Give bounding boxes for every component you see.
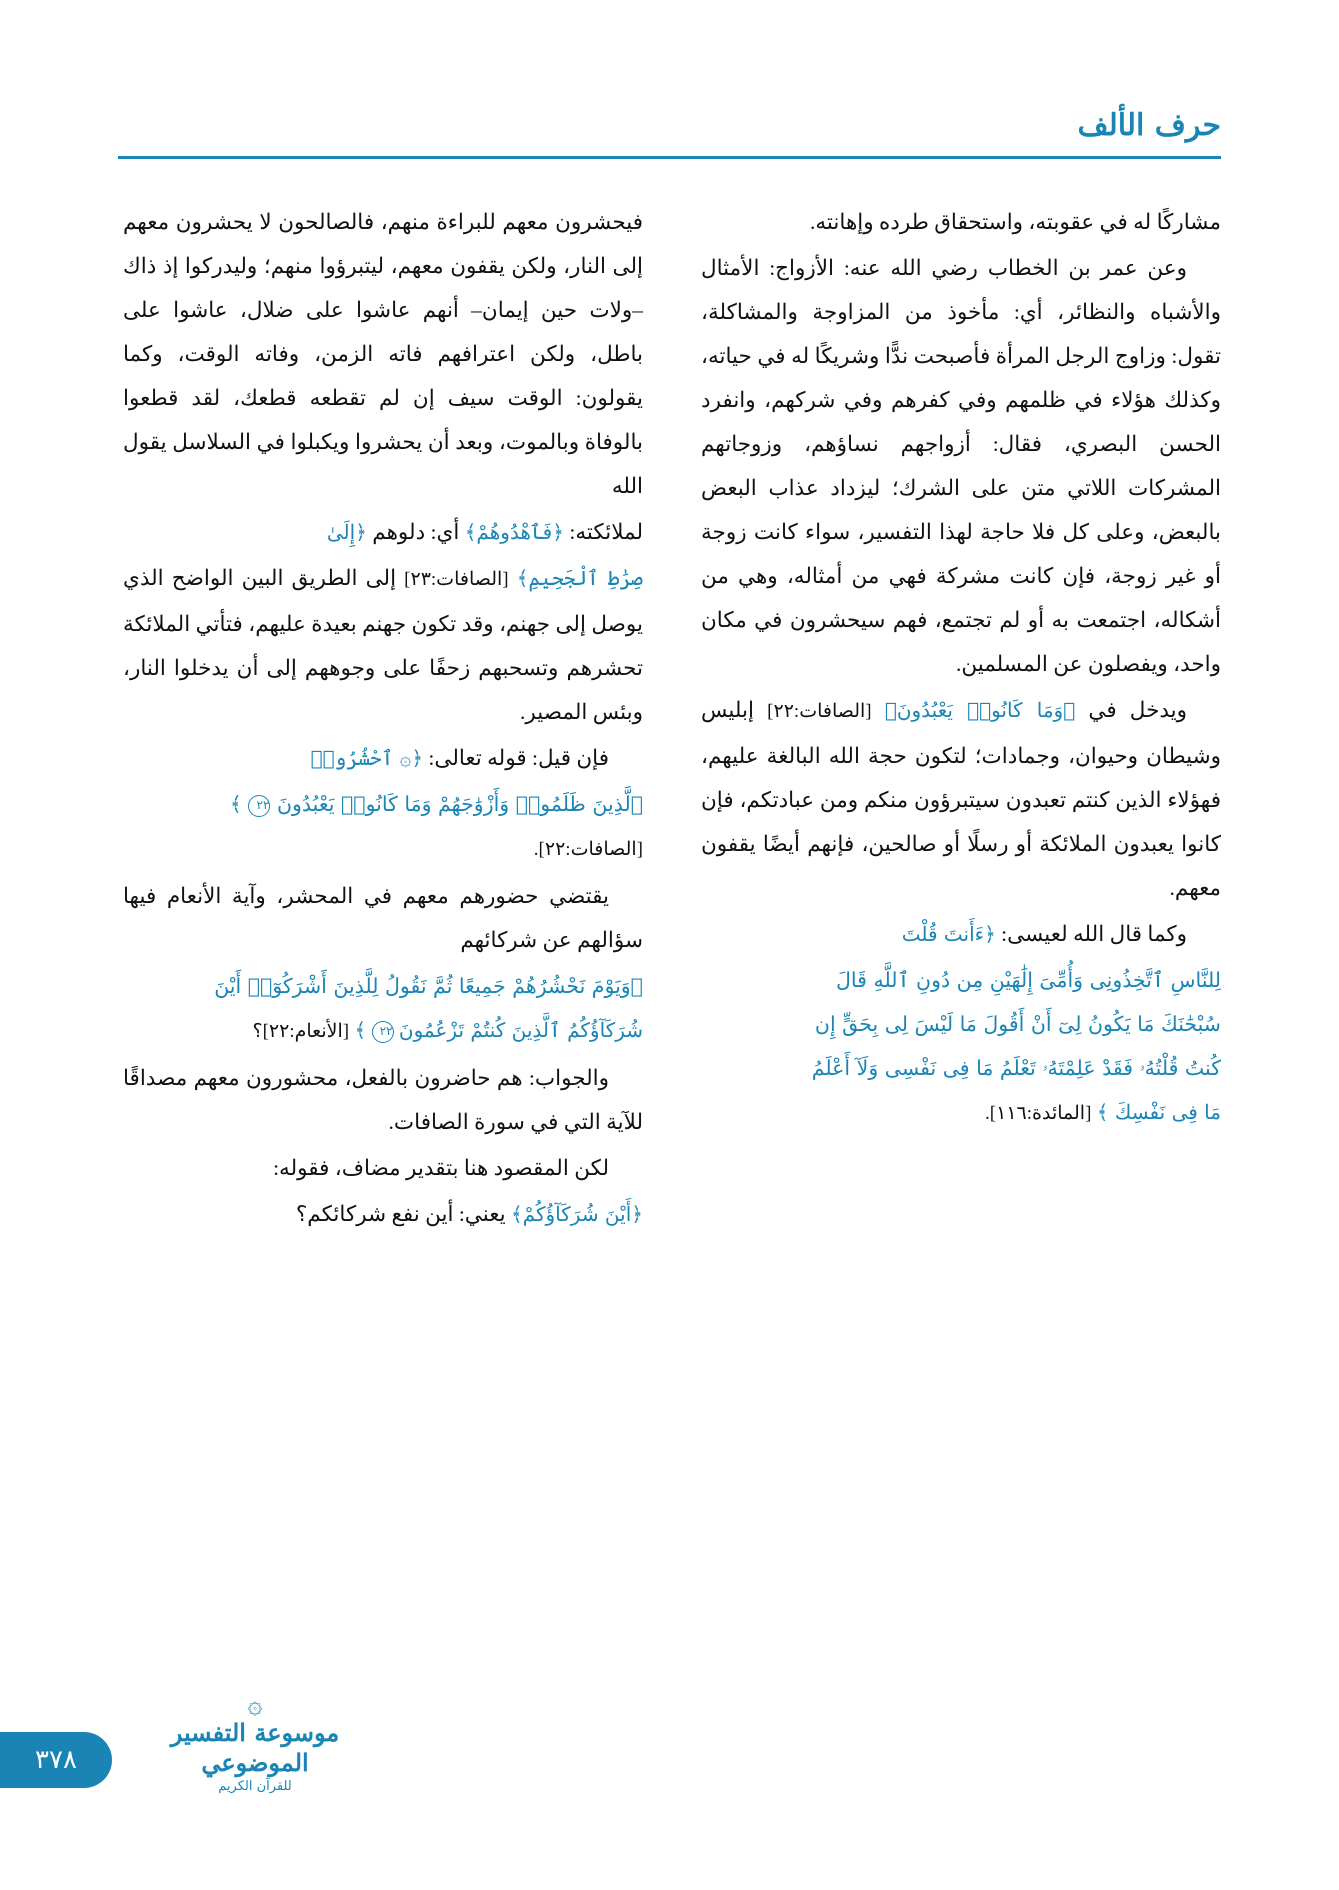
ayah-number: ٢٢ <box>372 1021 394 1043</box>
column-left <box>123 200 643 1680</box>
paragraph-with-verse <box>123 736 643 780</box>
quran-verse-line: ﴿۞ ٱحْشُرُوا۟ <box>310 746 424 770</box>
quran-verse: ﴿إِلَىٰ <box>326 520 367 544</box>
quran-verse-line: ﴿وَيَوْمَ نَحْشُرُهُمْ جَمِيعًا ثُمَّ نَقُولُ لِلَّذِينَ أَشْرَكُوٓا۟ أَيْنَ <box>214 974 643 998</box>
verse-reference: [الأنعام:٢٢]؟ <box>252 1021 350 1042</box>
ayah-number: ٢٢ <box>248 795 270 817</box>
verse-reference: [الصافات:٢٢] <box>767 701 872 722</box>
quran-verse-line-with-ayah-number <box>123 782 643 826</box>
verse-close-bracket: ﴾ <box>229 792 242 816</box>
quran-verse-line: لِلنَّاسِ ٱتَّخِذُونِى وَأُمِّىَ إِلَٰهَيْنِ مِن دُونِ ٱللَّهِ قَالَ <box>836 968 1221 992</box>
paragraph: والجواب: هم حاضرون بالفعل، محشورون معهم مصداقًا للآية التي في سورة الصافات. <box>123 1066 643 1134</box>
verse-lead-text: ويدخل في <box>1088 698 1188 722</box>
paragraph-with-verse <box>123 556 643 734</box>
text-columns <box>118 200 1221 1680</box>
verse-reference: [الصافات:٢٣] <box>404 569 509 590</box>
page-footer <box>0 1688 1339 1798</box>
paragraph-continuation: إلى الطريق البين الواضح الذي يوصل إلى جهنم، وقد تكون جهنم بعيدة عليهم، فتأتي الملائكة تحشرهم وتسحبهم زحفًا على وجوههم إلى أن يدخلوا النار، وبئس المصير. <box>123 566 643 724</box>
publisher-logo <box>130 1692 380 1796</box>
quran-verse-line: شُرَكَآؤُكُمُ ٱلَّذِينَ كُنتُمْ تَزْعُمُونَ <box>398 1018 643 1042</box>
paragraph-with-verse <box>701 912 1221 956</box>
paragraph-with-verse <box>123 1192 643 1236</box>
verse-close-bracket: ﴾ <box>354 1018 367 1042</box>
quran-verse-line: كُنتُ قُلْتُهُۥ فَقَدْ عَلِمْتَهُۥ تَعْلَمُ مَا فِى نَفْسِى وَلَآ أَعْلَمُ <box>811 1056 1221 1080</box>
paragraph-with-verse <box>701 688 1221 910</box>
quran-verse-end-with-reference <box>123 1008 643 1054</box>
paragraph: لكن المقصود هنا بتقدير مضاف، فقوله: <box>273 1156 609 1180</box>
paragraph-continuation: إبليس وشيطان وحيوان، وجمادات؛ لتكون حجة الله البالغة عليهم، فهؤلاء الذين كنتم تعبدون سيتبرؤون منكم ومن عبادتكم، فإن كانوا يعبدون الملائكة أو رسلًا أو صالحين، فإنهم أيضًا يقفون معهم. <box>701 698 1221 900</box>
paragraph: وعن عمر بن الخطاب رضي الله عنه: الأزواج: الأمثال والأشباه والنظائر، أي: مأخوذ من المزاوجة والمشاكلة، تقول: وزاوج الرجل المرأة فأصبحت ندًّا وشريكًا له في حياته، وكذلك هؤلاء في ظلمهم وفي كفرهم وفي شركهم، وانفرد الحسن البصري، فقال: أزواجهم نساؤهم، وزوجاتهم المشركات اللاتي متن على الشرك؛ ليزداد عذاب البعض بالبعض، وعلى كل فلا حاجة لهذا التفسير، سواء كانت زوجة أو غير زوجة، فإن كانت مشركة فهي من أمثاله، وهي من أشكاله، اجتمعت به أو لم تجتمع، فهم سيحشرون في مكان واحد، ويفصلون عن المسلمين. <box>701 256 1221 676</box>
verse-reference: [المائدة:١١٦]. <box>985 1103 1092 1124</box>
paragraph-continuation: يعني: أين نفع شركائكم؟ <box>295 1202 506 1226</box>
page-number: ٣٧٨ <box>0 1732 112 1788</box>
page-title: حرف الألف <box>1077 108 1221 143</box>
quran-verse: ﴿وَمَا كَانُوا۟ يَعْبُدُونَ﴾ <box>884 698 1076 722</box>
quran-verse-end-with-reference <box>701 1090 1221 1136</box>
paragraph-with-verse <box>123 510 643 554</box>
quran-verse: صِرَٰطِ ٱلْجَحِيمِ﴾ <box>516 566 643 590</box>
ornament-icon: ۞ <box>247 1690 263 1719</box>
logo-subtitle: للقرآن الكريم <box>218 1779 292 1794</box>
page-header <box>118 108 1221 170</box>
quran-verse-line: ٱلَّذِينَ ظَلَمُوا۟ وَأَزْوَٰجَهُمْ وَمَا كَانُوا۟ يَعْبُدُونَ <box>276 792 643 816</box>
verse-lead-text: وكما قال الله لعيسى: <box>1001 922 1187 946</box>
quran-verse: ﴿فَٱهْدُوهُمْ﴾ <box>464 520 564 544</box>
verse-lead-text: لملائكته: <box>569 520 643 544</box>
header-divider <box>118 156 1221 159</box>
logo-title: موسوعة التفسير الموضوعي <box>170 1718 340 1777</box>
paragraph: فيحشرون معهم للبراءة منهم، فالصالحون لا يحشرون معهم إلى النار، ولكن يقفون معهم، ليتبرؤوا منهم؛ وليدركوا إذ ذاك –ولات حين إيمان– أنهم عاشوا على ضلال، عاشوا على باطل، ولكن اعترافهم فاته الزمن، وفاته الوقت، وكما يقولون: الوقت سيف إن لم تقطعه قطعك، لقد قطعوا بالوفاة وبالموت، وبعد أن يحشروا ويكبلوا في السلاسل يقول الله <box>123 210 643 498</box>
verse-reference: [الصافات:٢٢]. <box>533 839 643 860</box>
verse-lead-text: فإن قيل: قوله تعالى: <box>428 746 609 770</box>
quran-verse: ﴿أَيْنَ شُرَكَآؤُكُمْ﴾ <box>510 1202 643 1226</box>
paragraph: يقتضي حضورهم معهم في المحشر، وآية الأنعام فيها سؤالهم عن شركائهم <box>123 884 643 952</box>
quran-verse-line: سُبْحَٰنَكَ مَا يَكُونُ لِىٓ أَنْ أَقُولَ مَا لَيْسَ لِى بِحَقٍّ إِن <box>814 1012 1221 1036</box>
verse-reference-line <box>123 826 643 872</box>
verse-gloss: أي: دلوهم <box>372 520 460 544</box>
column-right <box>701 200 1221 1680</box>
quran-verse-line: ﴿ءَأَنتَ قُلْتَ <box>901 922 996 946</box>
paragraph: مشاركًا له في عقوبته، واستحقاق طرده وإهانته. <box>810 210 1221 234</box>
quran-verse-line: مَا فِى نَفْسِكَ ﴾ <box>1096 1100 1221 1124</box>
